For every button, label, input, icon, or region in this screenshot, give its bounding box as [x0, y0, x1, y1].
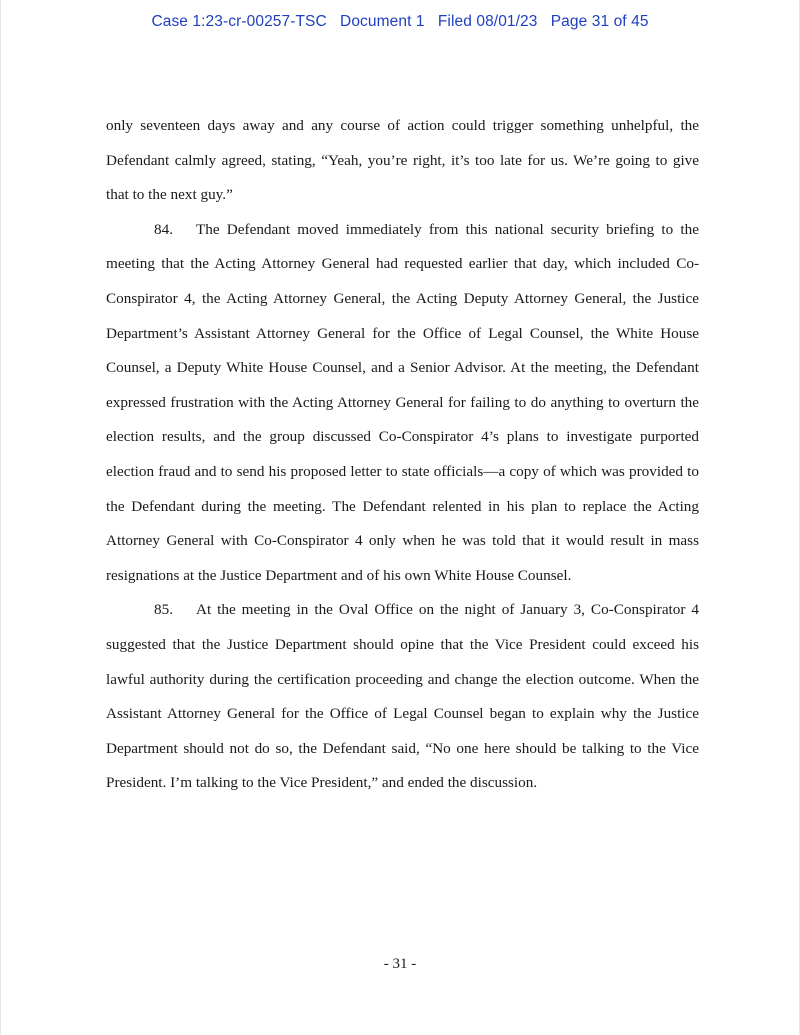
- page-number: - 31 -: [383, 956, 417, 972]
- paragraph-number: 84.: [154, 220, 173, 238]
- paragraph-text: At the meeting in the Oval Office on the night of January 3, Co-Conspirator 4 suggested that the Justice Department should opine that the Vice President could exceed his lawful authority during the certification proceeding and change the election outcome. When the Assistant Attorney General for the Office of Legal Counsel began to explain why the Justice Department should not do so, the Defendant said, “No one here should be talking to the Vice President. I’m talking to the Vice President,” and ended the discussion.: [106, 601, 699, 792]
- paragraph-85: [106, 593, 699, 801]
- case-header: [0, 13, 800, 31]
- page-edge-left: [0, 0, 1, 1035]
- document-body: [106, 109, 699, 801]
- page-count: Page 31 of 45: [550, 13, 649, 30]
- paragraph-text: only seventeen days away and any course of action could trigger something unhelpful, the Defendant calmly agreed, stating, “Yeah, you’re right, it’s too late for us. We’re going to give that to the next guy.”: [106, 117, 699, 204]
- paragraph-text: The Defendant moved immediately from this national security briefing to the meeting that the Acting Attorney General had requested earlier that day, which included Co-Conspirator 4, the Acting Attorney General, the Acting Deputy Attorney General, the Justice Department’s Assistant Attorney General for the Office of Legal Counsel, the White House Counsel, a Deputy White House Counsel, and a Senior Advisor. At the meeting, the Defendant expressed frustration with the Acting Attorney General for failing to do anything to overturn the election results, and the group discussed Co-Conspirator 4’s plans to investigate purported election fraud and to send his proposed letter to state officials—a copy of which was provided to the Defendant during the meeting. The Defendant relented in his plan to replace the Acting Attorney General with Co-Conspirator 4 only when he was told that it would result in mass resignations at the Justice Department and of his own White House Counsel.: [106, 220, 699, 584]
- paragraph-number: 85.: [154, 601, 173, 619]
- paragraph-continuation: [106, 109, 699, 213]
- paragraph-84: [106, 213, 699, 594]
- document-number: Document 1: [340, 13, 425, 30]
- case-number: Case 1:23-cr-00257-TSC: [151, 13, 327, 30]
- filed-date: Filed 08/01/23: [437, 13, 538, 30]
